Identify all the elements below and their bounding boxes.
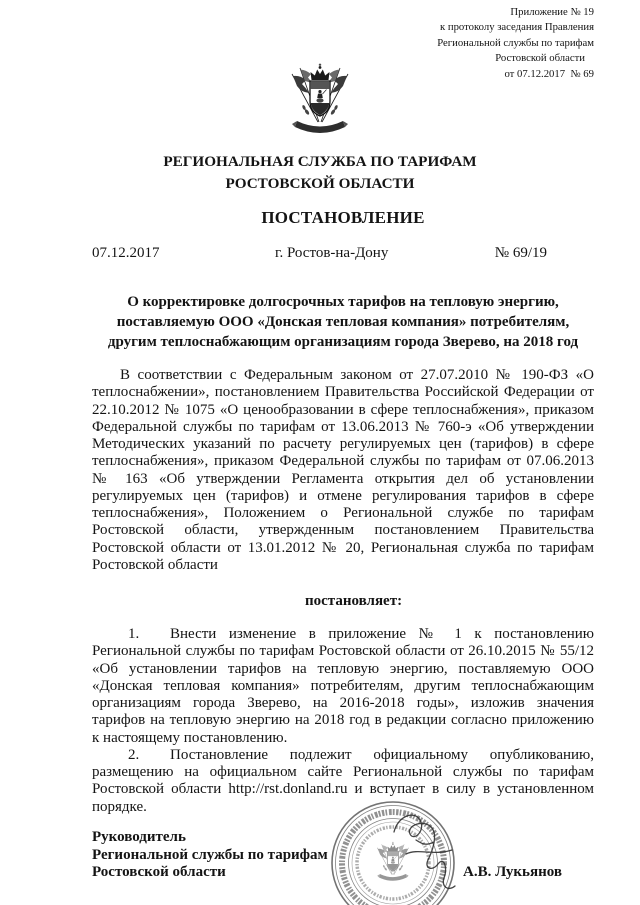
- preamble-line: теплоснабжения», приказом Федеральной службы по тарифам от 07.06.2013: [92, 453, 594, 470]
- preamble-line: Ростовской области: [92, 556, 218, 573]
- appendix-note-line: Региональной службы по тарифам: [437, 36, 594, 49]
- appendix-note-line: от 07.12.2017 № 69: [504, 67, 594, 80]
- preamble-line: № 163 «Об утверждении Регламента открытия дел об установлении: [92, 470, 594, 487]
- item-line: тарифов на тепловую энергию на 2018 год в редакции согласно приложению: [92, 712, 594, 729]
- item-line: размещению на официальном сайте Региональной службы по тарифам: [92, 764, 594, 781]
- organization-name-line: РОСТОВСКОЙ ОБЛАСТИ: [225, 175, 415, 192]
- resolution-items: [92, 626, 594, 816]
- appendix-note-line: к протоколу заседания Правления: [440, 21, 594, 34]
- preamble-line: Федеральной службы по тарифам от 13.06.2013 № 760-э «Об утверждении: [92, 418, 594, 435]
- preamble-line: Ростовской области от 13.01.2012 № 20, Региональная служба по тарифам: [92, 539, 594, 556]
- preamble-paragraph: [92, 367, 594, 574]
- document-date: 07.12.2017: [92, 245, 160, 261]
- item-line: Постановление подлежит официальному опубликованию,: [170, 746, 594, 763]
- item-line: Региональной службы по тарифам Ростовской области от 26.10.2015 № 55/12: [92, 643, 594, 660]
- preamble-line: регулируемых цен (тарифов) и отмене регулирования тарифов в сфере: [92, 487, 594, 504]
- organization-name: [0, 151, 640, 195]
- appendix-note-line: Приложение № 19: [510, 6, 594, 18]
- handwritten-signature-icon: [394, 815, 455, 888]
- item-line: «Донская тепловая компания» потребителям, другим теплоснабжающим: [92, 677, 594, 694]
- document-number: № 69/19: [494, 245, 547, 261]
- item-number: 1.: [128, 626, 140, 642]
- item-line: Внести изменение в приложение № 1 к постановлению: [170, 626, 594, 642]
- item-number: 2.: [128, 746, 140, 763]
- item-line: организациям города Зверево, на 2016-2018 годы», изложив значения: [92, 695, 594, 712]
- document-type-title: ПОСТАНОВЛЕНИЕ: [261, 208, 425, 227]
- subject-line: другим теплоснабжающим организациям города Зверево, на 2018 год: [107, 334, 579, 350]
- subject-line: О корректировке долгосрочных тарифов на тепловую энергию,: [127, 294, 559, 310]
- signatory-position-line: Ростовской области: [92, 864, 226, 880]
- item-line: к настоящему постановлению.: [92, 729, 288, 746]
- preamble-line: теплоснабжения», Положением о Региональной службе по тарифам: [92, 505, 594, 522]
- signatory-position-line: Региональной службы по тарифам: [92, 846, 328, 863]
- appendix-note: [374, 5, 594, 82]
- seal-rings: [332, 802, 454, 905]
- document-subject: [92, 292, 594, 352]
- document-meta-row: [0, 244, 640, 262]
- item-1-first-line: [92, 626, 594, 643]
- subject-line: поставляемую ООО «Донская тепловая компания» потребителям,: [116, 314, 570, 330]
- coat-of-arms-icon: [288, 62, 352, 138]
- item-line: «Об установлении тарифов на тепловую энергию, поставляемую ООО: [92, 660, 594, 677]
- signatory-position-line: Руководитель: [92, 829, 186, 845]
- resolves-heading: постановляет:: [305, 593, 403, 609]
- signatory-position: [92, 829, 328, 882]
- appendix-note-line: Ростовской области: [495, 52, 585, 65]
- item-2-first-line: [92, 747, 594, 764]
- preamble-line: Ростовской области, утвержденным постановлением Правительства: [92, 522, 594, 539]
- document-place: г. Ростов-на-Дону: [275, 245, 389, 261]
- preamble-line: 22.10.2012 № 1075 «О ценообразовании в сфере теплоснабжения», приказом: [92, 401, 594, 418]
- organization-name-line: РЕГИОНАЛЬНАЯ СЛУЖБА ПО ТАРИФАМ: [163, 153, 477, 170]
- item-line: Ростовской области http://rst.donland.ru и вступает в силу в установленном: [92, 781, 594, 798]
- signatory-name: А.В. Лукьянов: [463, 864, 562, 880]
- preamble-line: Методических указаний по расчету регулируемых цен (тарифов) в сфере: [92, 436, 594, 453]
- item-line: порядке.: [92, 798, 147, 815]
- preamble-line: теплоснабжении», постановлением Правительства Российской Федерации от: [92, 384, 594, 401]
- preamble-line: В соответствии с Федеральным законом от 27.07.2010 № 190-ФЗ «О: [120, 367, 594, 383]
